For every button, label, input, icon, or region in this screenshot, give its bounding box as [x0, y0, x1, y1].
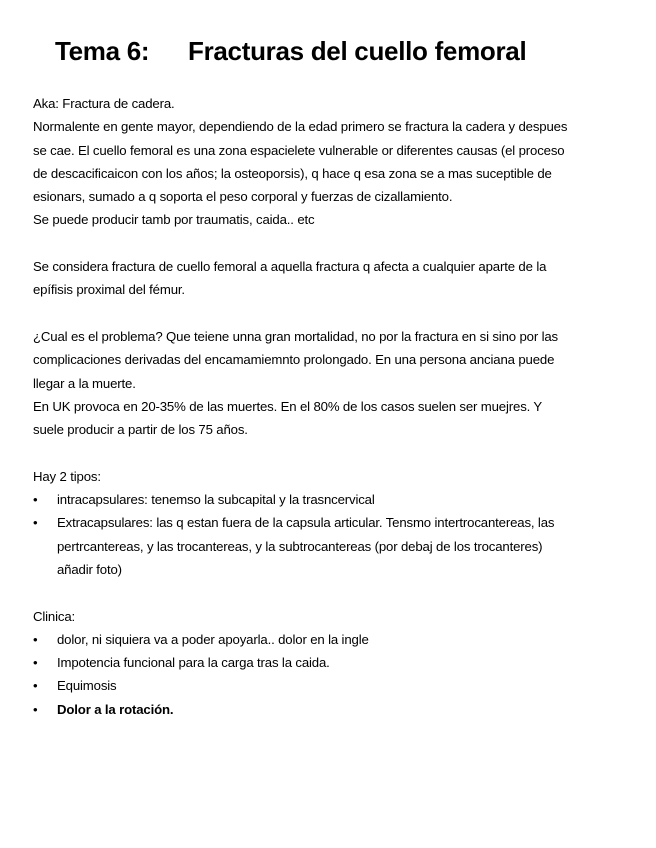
list-item [33, 674, 633, 697]
intro-section [33, 92, 633, 232]
bullet-icon: • [33, 678, 38, 694]
bullet-icon: • [33, 492, 38, 508]
types-heading: Hay 2 tipos: [33, 468, 101, 484]
problem-section [33, 325, 633, 441]
intro-line-3: de descacificaicon con los años; la osteoporsis), q hace q esa zona se a mas suceptible de [33, 165, 552, 181]
problem-line-2: complicaciones derivadas del encamamiemnto prolongado. En una persona anciana puede [33, 352, 555, 368]
definition-section [33, 255, 633, 302]
intro-line-5: Se puede producir tamb por traumatis, caida.. etc [33, 212, 315, 228]
problem-line-4: En UK provoca en 20-35% de las muertes. En el 80% de los casos suelen ser muejres. Y [33, 398, 543, 414]
paragraph-gap [33, 232, 633, 255]
clinic-item-1: dolor, ni siquiera va a poder apoyarla.. dolor en la ingle [57, 631, 369, 647]
type-item-2-line-2: pertrcantereas, y las trocantereas, y la subtrocantereas (por debaj de los trocanteres) [57, 538, 543, 554]
intro-line-1: Normalente en gente mayor, dependiendo de la edad primero se fractura la cadera y despues [33, 119, 568, 135]
bullet-icon: • [33, 631, 38, 647]
title-number: Tema 6: [55, 36, 150, 66]
bullet-icon: • [33, 655, 38, 671]
intro-line-2: se cae. El cuello femoral es una zona espacielete vulnerable or diferentes causas (el proceso [33, 142, 565, 158]
list-item [33, 628, 633, 651]
list-item [33, 698, 633, 721]
problem-line-5: suele producir a partir de los 75 años. [33, 422, 248, 438]
paragraph-gap [33, 302, 633, 325]
clinic-item-4: Dolor a la rotación. [57, 701, 174, 717]
list-item [33, 488, 633, 511]
type-item-1-line-1: intracapsulares: tenemso la subcapital y la trasncervical [57, 492, 375, 508]
list-item [33, 651, 633, 674]
problem-line-3: llegar a la muerte. [33, 375, 136, 391]
type-item-2-line-1: Extracapsulares: las q estan fuera de la capsula articular. Tensmo intertrocantereas, las [57, 515, 555, 531]
list-item [33, 511, 633, 581]
bullet-icon: • [33, 701, 38, 717]
definition-line-1: Se considera fractura de cuello femoral a aquella fractura q afecta a cualquier aparte de la [33, 259, 547, 275]
paragraph-gap [33, 441, 633, 464]
type-item-2-line-3: añadir foto) [57, 561, 122, 577]
problem-line-1: ¿Cual es el problema? Que teiene unna gran mortalidad, no por la fractura en si sino por las [33, 328, 558, 344]
clinic-section [33, 605, 633, 721]
types-section [33, 465, 633, 581]
document-body [33, 92, 633, 721]
intro-line-4: esionars, sumado a q soporta el peso corporal y fuerzas de cizallamiento. [33, 189, 453, 205]
definition-line-2: epífisis proximal del fémur. [33, 282, 185, 298]
clinic-item-3: Equimosis [57, 678, 117, 694]
bullet-icon: • [33, 515, 38, 531]
clinic-item-2: Impotencia funcional para la carga tras la caida. [57, 655, 330, 671]
clinic-heading: Clinica: [33, 608, 76, 624]
title-text: Fracturas del cuello femoral [188, 36, 527, 66]
paragraph-gap [33, 581, 633, 604]
aka-line: Aka: Fractura de cadera. [33, 96, 175, 111]
page-title [55, 34, 526, 68]
